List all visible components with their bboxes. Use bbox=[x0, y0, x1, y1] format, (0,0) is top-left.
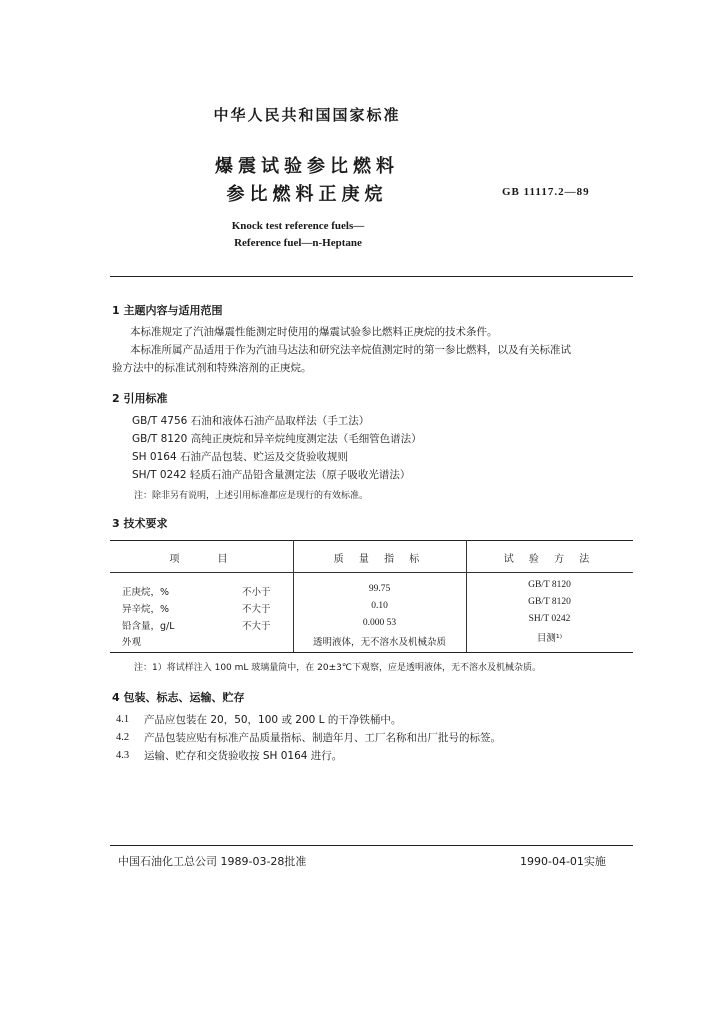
standard-code: GB 11117.2—89 bbox=[502, 186, 590, 198]
table-cell-condition: 不大于 bbox=[242, 621, 271, 632]
section-1-heading: 1 主题内容与适用范围 bbox=[112, 304, 223, 317]
table-top-rule bbox=[110, 540, 633, 541]
clause-number: 4.3 bbox=[116, 750, 130, 761]
clause-text: 产品包装应贴有标准产品质量指标、制造年月、工厂名称和出厂批号的标签。 bbox=[144, 732, 501, 744]
table-cell-value: 99.75 bbox=[368, 584, 391, 594]
references-note: 注：除非另有说明，上述引用标准都应是现行的有效标准。 bbox=[134, 491, 369, 501]
table-cell-method: 目测¹⁾ bbox=[536, 633, 563, 644]
table-header-method: 试 验 方 法 bbox=[503, 554, 596, 565]
table-cell-item: 异辛烷，% bbox=[122, 604, 170, 615]
table-cell-method: GB/T 8120 bbox=[528, 580, 571, 590]
table-cell-value: 透明液体，无不溶水及机械杂质 bbox=[312, 637, 446, 648]
issuing-authority: 中华人民共和国国家标准 bbox=[213, 106, 401, 124]
table-cell-condition: 不大于 bbox=[242, 604, 271, 615]
reference-item: GB/T 8120 高纯正庚烷和异辛烷纯度测定法（毛细管色谱法） bbox=[132, 433, 422, 445]
table-cell-item: 正庚烷，% bbox=[122, 587, 170, 598]
reference-item: SH/T 0242 轻质石油产品铅含量测定法（原子吸收光谱法） bbox=[132, 469, 411, 481]
document-title-line1: 爆震试验参比燃料 bbox=[215, 156, 399, 177]
clause-text: 运输、贮存和交货验收按 SH 0164 进行。 bbox=[144, 750, 343, 762]
table-cell-condition: 不小于 bbox=[242, 587, 271, 598]
table-cell-item: 外观 bbox=[122, 637, 142, 648]
clause-text: 产品应包装在 20，50，100 或 200 L 的干净铁桶中。 bbox=[144, 714, 402, 726]
section-3-heading: 3 技术要求 bbox=[112, 517, 168, 530]
clause-number: 4.2 bbox=[116, 732, 130, 743]
table-header-rule bbox=[110, 572, 633, 573]
reference-item: SH 0164 石油产品包装、贮运及交货验收规则 bbox=[132, 451, 348, 463]
reference-item: GB/T 4756 石油和液体石油产品取样法（手工法） bbox=[132, 415, 370, 427]
document-title-line2: 参比燃料正庚烷 bbox=[226, 184, 388, 205]
section-1-paragraph-2a: 本标准所属产品适用于作为汽油马达法和研究法辛烷值测定时的第一参比燃料，以及有关标准试 bbox=[130, 344, 571, 356]
section-1-paragraph-2b: 验方法中的标准试剂和特殊溶剂的正庚烷。 bbox=[112, 362, 312, 374]
clause-number: 4.1 bbox=[116, 714, 130, 725]
section-1-paragraph-1: 本标准规定了汽油爆震性能测定时使用的爆震试验参比燃料正庚烷的技术条件。 bbox=[130, 326, 498, 338]
table-cell-item: 铅含量，g/L bbox=[122, 621, 175, 632]
table-bottom-rule bbox=[110, 652, 633, 653]
table-cell-method: GB/T 8120 bbox=[528, 597, 571, 607]
table-cell-value: 0.10 bbox=[371, 601, 388, 611]
footer-divider bbox=[110, 845, 633, 846]
english-title-line1: Knock test reference fuels— bbox=[231, 220, 365, 232]
effective-date-line: 1990-04-01实施 bbox=[520, 855, 606, 868]
section-4-heading: 4 包装、标志、运输、贮存 bbox=[112, 691, 245, 704]
english-title-line2: Reference fuel—n-Heptane bbox=[234, 237, 362, 249]
table-cell-value: 0.000 53 bbox=[362, 618, 397, 628]
section-2-heading: 2 引用标准 bbox=[112, 392, 168, 405]
table-header-item: 项 目 bbox=[169, 554, 234, 565]
table-cell-method: SH/T 0242 bbox=[528, 614, 571, 624]
approval-line: 中国石油化工总公司 1989-03-28批准 bbox=[118, 855, 307, 868]
table-header-spec: 质 量 指 标 bbox=[333, 554, 426, 565]
table-note: 注：1）将试样注入 100 mL 玻璃量筒中，在 20±3℃下观察，应是透明液体，无不溶水及机械杂质。 bbox=[134, 663, 541, 673]
header-divider bbox=[110, 276, 633, 277]
